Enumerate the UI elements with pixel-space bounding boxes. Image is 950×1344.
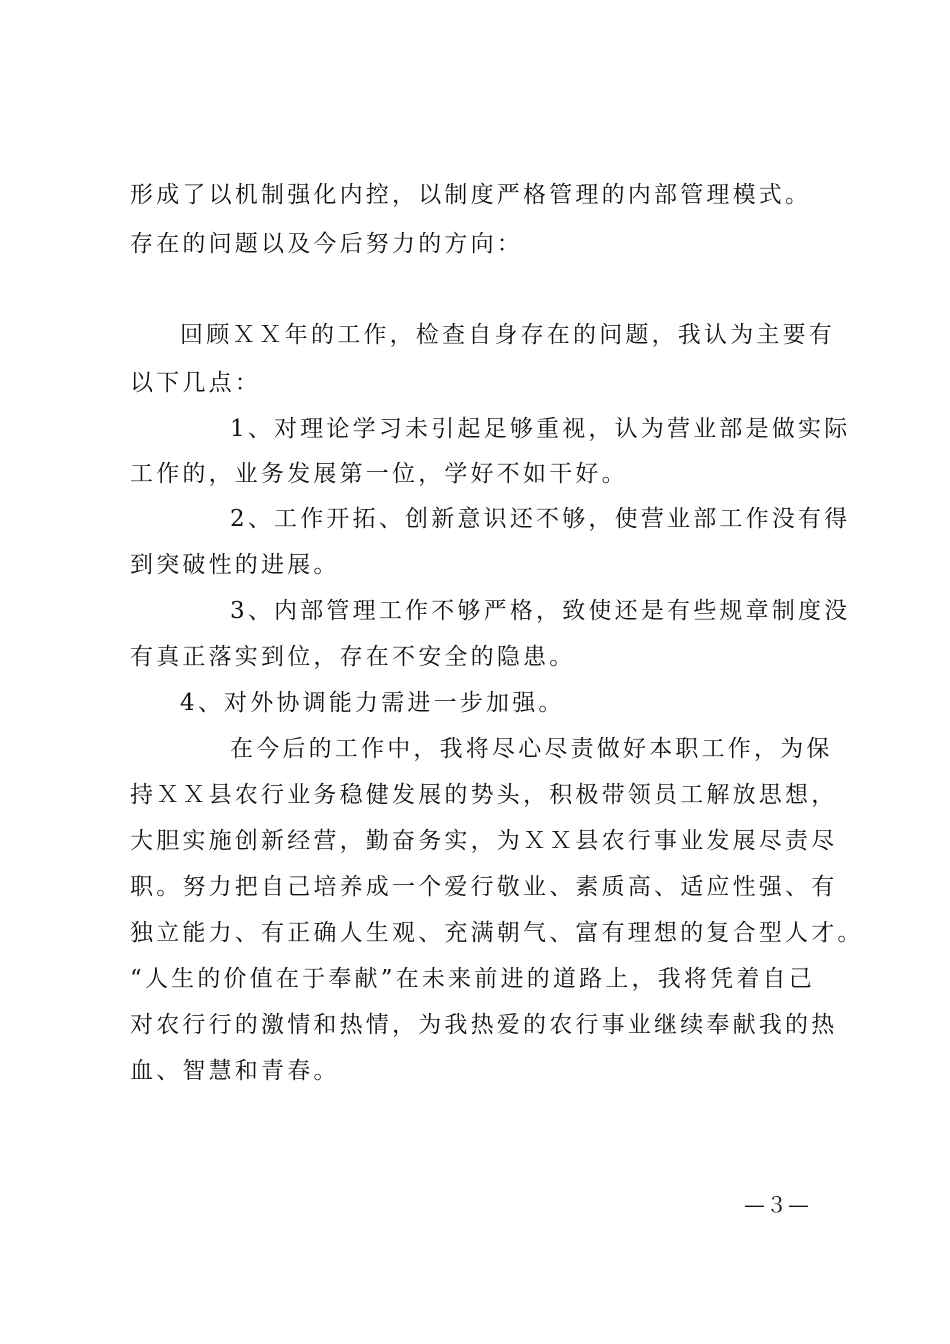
body-text-line: 对农行行的激情和热情，为我热爱的农行事业继续奉献我的热 [130, 1012, 838, 1038]
section-heading: 存在的问题以及今后努力的方向： [130, 231, 523, 257]
body-text-line: 独立能力、有正确人生观、充满朝气、富有理想的复合型人才。 [130, 920, 864, 946]
list-item: 3、内部管理工作不够严格，致使还是有些规章制度没 [230, 598, 851, 624]
body-text-line: 以下几点： [130, 370, 261, 396]
body-text-line: 回顾ＸＸ年的工作，检查自身存在的问题，我认为主要有 [180, 322, 835, 348]
body-text-line: 职。努力把自己培养成一个爱行敬业、素质高、适应性强、有 [130, 874, 838, 900]
page-number: —３— [744, 1193, 810, 1217]
list-item: 2、工作开拓、创新意识还不够，使营业部工作没有得 [230, 506, 851, 532]
body-text-line: 大胆实施创新经营，勤奋务实，为ＸＸ县农行事业发展尽责尽 [130, 828, 838, 854]
list-item-continuation: 到突破性的进展。 [130, 552, 340, 578]
body-text-line: 持ＸＸ县农行业务稳健发展的势头，积极带领员工解放思想， [130, 782, 838, 808]
body-text-line: 在今后的工作中，我将尽心尽责做好本职工作，为保 [230, 736, 833, 762]
list-item-continuation: 有真正落实到位，存在不安全的隐患。 [130, 644, 576, 670]
list-item-continuation: 工作的，业务发展第一位，学好不如干好。 [130, 461, 628, 487]
list-item: 1、对理论学习未引起足够重视，认为营业部是做实际 [230, 416, 851, 442]
body-text-line: “人生的价值在于奉献”在未来前进的道路上，我将凭着自己 [130, 966, 815, 992]
body-text-line: 血、智慧和青春。 [130, 1058, 340, 1084]
body-text-line: 形成了以机制强化内控，以制度严格管理的内部管理模式。 [130, 182, 812, 208]
list-item: 4、对外协调能力需进一步加强。 [180, 690, 565, 716]
